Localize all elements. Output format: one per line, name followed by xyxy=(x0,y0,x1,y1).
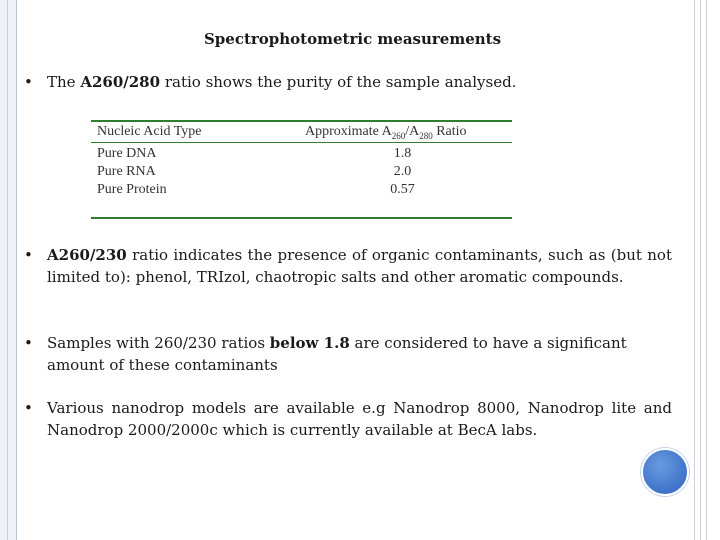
table-row: Pure RNA 2.0 xyxy=(97,164,412,179)
slide-left-border xyxy=(0,0,17,540)
bullet-nanodrop-models: • Various nanodrop models are available e.g Nanodrop 8000, Nanodrop lite and Nanodrop 2000/2000c which is currently available at BecA labs. xyxy=(24,399,672,439)
bullet-a260-280: • The A260/280 ratio shows the purity of the sample analysed. xyxy=(24,73,517,91)
slide-right-border xyxy=(690,0,720,540)
decorative-circle xyxy=(641,448,689,496)
purity-ratio-table xyxy=(91,120,512,222)
bullet-marker: • xyxy=(24,334,33,352)
bold-a260-230: A260/230 xyxy=(47,246,127,264)
slide-title: Spectrophotometric measurements xyxy=(203,30,502,48)
table-row: Pure Protein 0.57 xyxy=(97,182,415,197)
bullet-marker: • xyxy=(24,399,33,417)
bullet-marker: • xyxy=(24,246,33,264)
bold-a260-280: A260/280 xyxy=(80,73,161,91)
table-header-row xyxy=(97,123,507,141)
header-nucleic-acid-type: Nucleic Acid Type xyxy=(97,124,202,139)
table-row: Pure DNA 1.8 xyxy=(97,146,412,161)
bullet-low-ratio: • Samples with 260/230 ratios below 1.8 are considered to have a significant amount of these contaminants xyxy=(24,334,627,374)
bullet-marker: • xyxy=(24,73,33,91)
bullet-a260-230: • A260/230 ratio indicates the presence of organic contaminants, such as (but not limited to): phenol, TRIzol, chaotropic salts and other aromatic compounds. xyxy=(24,246,672,286)
header-approx-ratio: Approximate $A_{260}/A_{280}$ Ratio xyxy=(305,124,467,141)
bold-below-1-8: below 1.8 xyxy=(269,334,350,352)
